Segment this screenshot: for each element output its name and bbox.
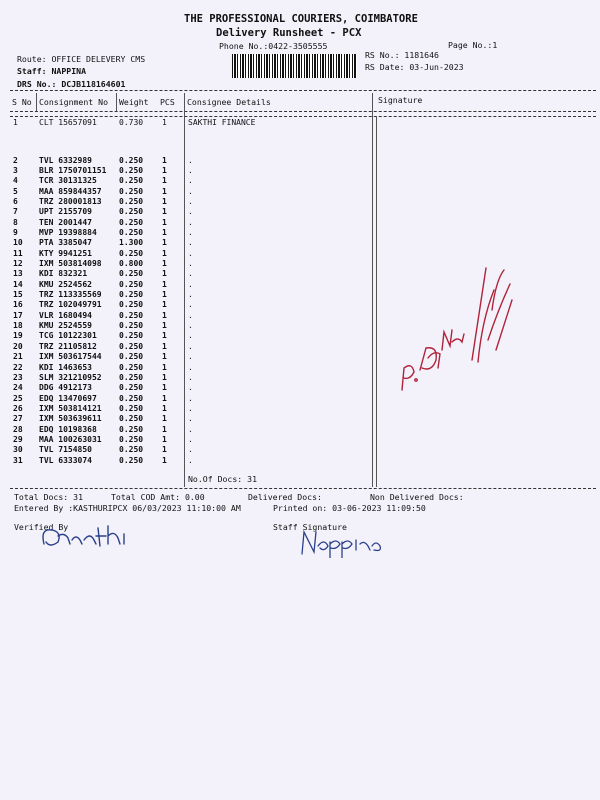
row-weight: 0.250 xyxy=(119,434,144,444)
row-pcs: 1 xyxy=(162,300,167,310)
row-consignee: . xyxy=(188,300,193,310)
row-consignment: IXM 503814121 xyxy=(39,403,102,413)
row-sno: 28 xyxy=(13,424,23,434)
table-row xyxy=(0,166,600,176)
row-pcs: 1 xyxy=(162,383,167,393)
row-weight: 0.250 xyxy=(119,227,144,237)
row-consignee: . xyxy=(188,414,193,424)
row-consignee: . xyxy=(188,196,193,206)
header-bottom-rule xyxy=(10,111,596,112)
row-consignee: . xyxy=(188,352,193,362)
barcode xyxy=(232,54,357,78)
row-pcs: 1 xyxy=(162,455,167,465)
row-consignment: MVP 19398884 xyxy=(39,227,97,237)
row-pcs: 1 xyxy=(162,207,167,217)
row-consignment: DDG 4912173 xyxy=(39,383,92,393)
printed-on: Printed on: 03-06-2023 11:09:50 xyxy=(273,503,426,513)
row-pcs: 1 xyxy=(162,279,167,289)
row-consignment: PTA 3385047 xyxy=(39,238,92,248)
route-label: Route: OFFICE DELEVERY CMS xyxy=(17,54,146,64)
row-sno: 25 xyxy=(13,393,23,403)
total-docs: Total Docs: 31 xyxy=(14,492,84,502)
row-pcs: 1 xyxy=(162,434,167,444)
row-weight: 0.250 xyxy=(119,207,144,217)
row-sno: 22 xyxy=(13,362,23,372)
row-weight: 0.250 xyxy=(119,352,144,362)
total-cod: Total COD Amt: 0.00 xyxy=(111,492,205,502)
row-weight: 1.300 xyxy=(119,238,144,248)
table-row xyxy=(0,238,600,248)
page-number: Page No.:1 xyxy=(448,40,498,50)
row-pcs: 1 xyxy=(162,155,167,165)
rs-number: RS No.: 1181646 xyxy=(365,50,439,60)
row-consignee: . xyxy=(188,445,193,455)
row-pcs: 1 xyxy=(162,259,167,268)
col-header-sno: S No xyxy=(12,97,32,107)
row-weight: 0.250 xyxy=(119,341,144,351)
row-sno: 9 xyxy=(13,227,18,237)
row-pcs: 1 xyxy=(162,403,167,413)
row-sno: 29 xyxy=(13,434,23,444)
row-sno: 18 xyxy=(13,321,23,331)
col-divider xyxy=(116,93,117,111)
row-weight: 0.250 xyxy=(119,248,144,258)
col-divider xyxy=(36,93,37,111)
row-weight: 0.250 xyxy=(119,372,144,382)
table-row xyxy=(0,404,600,414)
staff-label: Staff: NAPPINA xyxy=(17,66,87,76)
row-weight: 0.250 xyxy=(119,269,144,279)
row-weight: 0.250 xyxy=(119,155,144,165)
row-weight: 0.250 xyxy=(119,331,144,341)
row-sno: 19 xyxy=(13,331,23,341)
table-row xyxy=(0,207,600,217)
row-sno: 13 xyxy=(13,269,23,279)
row-weight: 0.250 xyxy=(119,455,144,465)
row-consignee: SAKTHI FINANCE xyxy=(188,118,256,127)
row-pcs: 1 xyxy=(162,238,167,248)
row-consignment: IXM 503639611 xyxy=(39,414,102,424)
row-consignment: TCR 30131325 xyxy=(39,176,97,186)
rs-date: RS Date: 03-Jun-2023 xyxy=(365,62,464,72)
row-consignee: . xyxy=(188,155,193,165)
row-consignee: . xyxy=(188,207,193,217)
row-weight: 0.250 xyxy=(119,424,144,434)
row-consignment: BLR 1750701151 xyxy=(39,165,107,175)
table-row xyxy=(0,456,600,466)
handwritten-verifier-signature xyxy=(40,520,140,550)
row-pcs: 1 xyxy=(162,186,167,196)
row-pcs: 1 xyxy=(162,321,167,331)
row-consignment: KMU 2524559 xyxy=(39,321,92,331)
row-sno: 16 xyxy=(13,300,23,310)
row-consignment: IXM 503814098 xyxy=(39,259,102,268)
verified-by-label: Verified By xyxy=(14,522,69,532)
row-pcs: 1 xyxy=(162,414,167,424)
row-sno: 31 xyxy=(13,455,23,465)
row-pcs: 1 xyxy=(162,352,167,362)
row-consignee: . xyxy=(188,269,193,279)
row-weight: 0.250 xyxy=(119,300,144,310)
row-pcs: 1 xyxy=(162,269,167,279)
col-header-consignee: Consignee Details xyxy=(187,97,271,107)
row-consignee: . xyxy=(188,310,193,320)
row-consignee: . xyxy=(188,248,193,258)
table-bottom-rule xyxy=(10,488,596,489)
row-sno: 6 xyxy=(13,196,18,206)
row-weight: 0.250 xyxy=(119,403,144,413)
row-sno: 21 xyxy=(13,352,23,362)
row-sno: 2 xyxy=(13,155,18,165)
row-sno: 10 xyxy=(13,238,23,248)
table-row xyxy=(0,118,600,128)
row-pcs: 1 xyxy=(162,362,167,372)
row-weight: 0.250 xyxy=(119,217,144,227)
table-row xyxy=(0,218,600,228)
no-of-docs: No.Of Docs: 31 xyxy=(188,474,258,484)
row-consignment: KTY 9941251 xyxy=(39,248,92,258)
row-weight: 0.250 xyxy=(119,393,144,403)
row-consignee: . xyxy=(188,434,193,444)
row-consignment: KDI 832321 xyxy=(39,269,88,279)
entered-by: Entered By :KASTHURIPCX 06/03/2023 11:10:00 AM xyxy=(14,503,241,513)
table-row xyxy=(0,445,600,455)
row-sno: 8 xyxy=(13,217,18,227)
row-weight: 0.250 xyxy=(119,176,144,186)
row-weight: 0.250 xyxy=(119,196,144,206)
row-pcs: 1 xyxy=(162,176,167,186)
row-consignment: TVL 6333074 xyxy=(39,455,92,465)
phone-number: Phone No.:0422-3505555 xyxy=(219,41,328,51)
row-weight: 0.730 xyxy=(119,118,144,127)
drs-number: DRS No.: DCJB118164601 xyxy=(17,79,126,89)
row-consignment: EDQ 10198368 xyxy=(39,424,97,434)
row-weight: 0.250 xyxy=(119,279,144,289)
table-row xyxy=(0,228,600,238)
table-row xyxy=(0,187,600,197)
col-header-consignment: Consignment No xyxy=(39,97,109,107)
row-pcs: 1 xyxy=(162,393,167,403)
row-weight: 0.250 xyxy=(119,186,144,196)
row-consignee: . xyxy=(188,279,193,289)
row-sno: 4 xyxy=(13,176,18,186)
row-consignee: . xyxy=(188,362,193,372)
row-consignee: . xyxy=(188,403,193,413)
row-consignee: . xyxy=(188,186,193,196)
row-consignee: . xyxy=(188,259,193,268)
row-pcs: 1 xyxy=(162,248,167,258)
row-consignee: . xyxy=(188,321,193,331)
row-consignee: . xyxy=(188,424,193,434)
row-weight: 0.250 xyxy=(119,290,144,300)
col-header-weight: Weight xyxy=(119,97,149,107)
row-pcs: 1 xyxy=(162,372,167,382)
row-weight: 0.250 xyxy=(119,165,144,175)
row-consignment: TVL 7154850 xyxy=(39,445,92,455)
row-consignee: . xyxy=(188,176,193,186)
row-consignment: IXM 503617544 xyxy=(39,352,102,362)
delivered-docs: Delivered Docs: xyxy=(248,492,322,502)
row-consignment: CLT 15657091 xyxy=(39,118,97,127)
col-header-pcs: PCS xyxy=(160,97,175,107)
row-consignee: . xyxy=(188,217,193,227)
row-sno: 11 xyxy=(13,248,23,258)
handwritten-recipient-signature xyxy=(392,250,522,400)
row-sno: 12 xyxy=(13,259,23,268)
row-sno: 14 xyxy=(13,279,23,289)
row-consignee: . xyxy=(188,290,193,300)
row-pcs: 1 xyxy=(162,445,167,455)
row-sno: 17 xyxy=(13,310,23,320)
table-row xyxy=(0,414,600,424)
row-consignment: TCG 10122301 xyxy=(39,331,97,341)
row-sno: 26 xyxy=(13,403,23,413)
row-consignment: UPT 2155709 xyxy=(39,207,92,217)
row-consignee: . xyxy=(188,331,193,341)
row-sno: 5 xyxy=(13,186,18,196)
row-consignment: SLM 321210952 xyxy=(39,372,102,382)
row-weight: 0.250 xyxy=(119,445,144,455)
header-top-rule xyxy=(10,90,596,91)
row-pcs: 1 xyxy=(162,118,167,127)
row-consignee: . xyxy=(188,393,193,403)
row-pcs: 1 xyxy=(162,341,167,351)
company-name: THE PROFESSIONAL COURIERS, COIMBATORE xyxy=(184,13,418,25)
row-consignment: TRZ 102049791 xyxy=(39,300,102,310)
row-sno: 1 xyxy=(13,118,18,127)
row-pcs: 1 xyxy=(162,290,167,300)
row-consignment: KMU 2524562 xyxy=(39,279,92,289)
row-weight: 0.250 xyxy=(119,321,144,331)
row-sno: 23 xyxy=(13,372,23,382)
staff-signature-label: Staff Signature xyxy=(273,522,347,532)
table-row xyxy=(0,425,600,435)
row-consignment: VLR 1680494 xyxy=(39,310,92,320)
row-consignment: MAA 859844357 xyxy=(39,186,102,196)
row-consignment: TRZ 113335569 xyxy=(39,290,102,300)
row-consignee: . xyxy=(188,455,193,465)
row-sno: 15 xyxy=(13,290,23,300)
row-sno: 27 xyxy=(13,414,23,424)
row-consignment: TRZ 280001813 xyxy=(39,196,102,206)
row-weight: 0.250 xyxy=(119,414,144,424)
row-pcs: 1 xyxy=(162,196,167,206)
row-consignee: . xyxy=(188,227,193,237)
table-row xyxy=(0,176,600,186)
row-sno: 24 xyxy=(13,383,23,393)
row-weight: 0.800 xyxy=(119,259,144,268)
table-row xyxy=(0,156,600,166)
row-pcs: 1 xyxy=(162,310,167,320)
row-consignment: MAA 100263031 xyxy=(39,434,102,444)
row-consignee: . xyxy=(188,341,193,351)
row-pcs: 1 xyxy=(162,165,167,175)
row-consignee: . xyxy=(188,383,193,393)
row-consignment: TEN 2001447 xyxy=(39,217,92,227)
row-sno: 3 xyxy=(13,165,18,175)
row-pcs: 1 xyxy=(162,331,167,341)
non-delivered-docs: Non Delivered Docs: xyxy=(370,492,464,502)
row-weight: 0.250 xyxy=(119,362,144,372)
document-title: Delivery Runsheet - PCX xyxy=(216,27,362,39)
table-row xyxy=(0,197,600,207)
row-sno: 7 xyxy=(13,207,18,217)
row-sno: 20 xyxy=(13,341,23,351)
row-consignment: KDI 1463653 xyxy=(39,362,92,372)
row-pcs: 1 xyxy=(162,227,167,237)
table-row xyxy=(0,435,600,445)
row-consignment: TRZ 21105812 xyxy=(39,341,97,351)
col-header-signature: Signature xyxy=(378,95,423,105)
header-bottom-rule-2 xyxy=(10,116,596,117)
handwritten-staff-signature xyxy=(298,528,388,558)
row-sno: 30 xyxy=(13,445,23,455)
row-consignee: . xyxy=(188,372,193,382)
row-pcs: 1 xyxy=(162,424,167,434)
row-consignee: . xyxy=(188,238,193,248)
row-consignee: . xyxy=(188,165,193,175)
row-consignment: EDQ 13470697 xyxy=(39,393,97,403)
row-weight: 0.250 xyxy=(119,310,144,320)
row-pcs: 1 xyxy=(162,217,167,227)
row-weight: 0.250 xyxy=(119,383,144,393)
row-consignment: TVL 6332989 xyxy=(39,155,92,165)
